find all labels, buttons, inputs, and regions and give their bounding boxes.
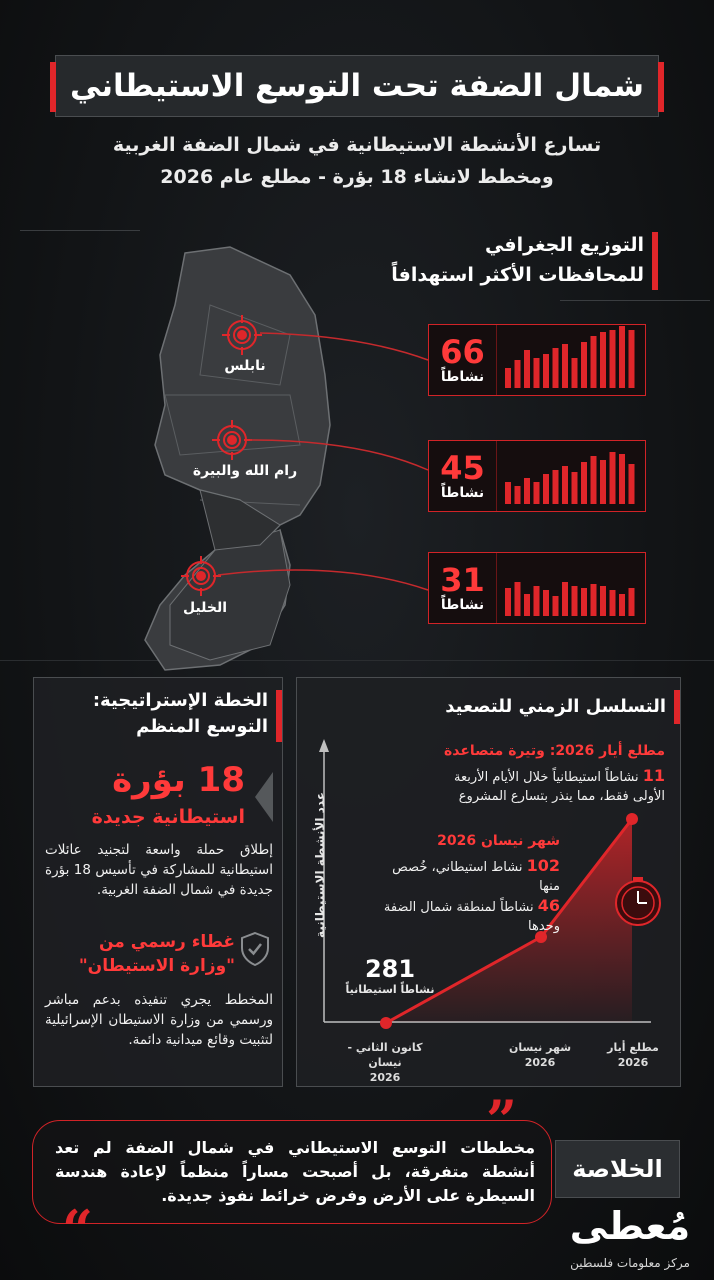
may-text-line2: الأولى فقط، مما ينذر بتسارع المشروع	[458, 789, 665, 804]
may-text	[340, 766, 665, 806]
mini-bar-chart	[497, 441, 645, 510]
quote-open-icon: “	[62, 1198, 94, 1262]
mini-bar-chart	[497, 553, 645, 622]
mini-bar	[553, 596, 559, 616]
may-number: 11	[642, 766, 665, 785]
mini-bar	[515, 486, 521, 504]
april-text-2: نشاطاً لمنطقة شمال الضفة	[383, 900, 534, 915]
point-may	[626, 813, 638, 825]
april-number-2: 46	[537, 896, 560, 915]
mini-bar	[591, 456, 597, 504]
april-number-1: 102	[526, 856, 560, 875]
logo: مُعطى	[569, 1204, 691, 1248]
y-axis-label-wrap	[305, 760, 335, 970]
quote-close-icon: ”	[486, 1088, 518, 1152]
jan-number: 281	[364, 955, 416, 983]
mini-bar	[581, 342, 587, 388]
mini-bar	[543, 590, 549, 616]
mini-bar	[572, 586, 578, 616]
cover-heading-line2: "وزارة الاستيطان"	[78, 956, 235, 976]
mini-bar	[543, 474, 549, 504]
x-label-april-line1: شهر نيسان	[508, 1041, 572, 1054]
x-label-jan-line2: 2026	[369, 1071, 401, 1084]
may-heading: مطلع أيار 2026: وتيرة متصاعدة	[443, 743, 665, 759]
april-text-3: وحدها	[528, 919, 560, 934]
mini-bar	[619, 594, 625, 616]
strategy-paragraph-1: إطلاق حملة واسعة لتجنيد عائلات استيطانية للمشاركة في تأسيس 18 بؤرة جديدة في شمال الضفة الغربية.	[45, 842, 273, 898]
stat-unit: نشاطاً	[440, 597, 485, 613]
y-axis-arrow	[319, 739, 329, 752]
mini-bar	[572, 358, 578, 388]
bar-chart	[496, 325, 645, 395]
mini-bar	[505, 368, 511, 388]
conclusion-text: مخططات التوسع الاستيطاني في شمال الضفة لم تعد أنشطة متفرقة، بل أصبحت مساراً منظماً لإعادة هندسة السيطرة على الأرض وفرض خرائط نفوذ جديدة.	[55, 1138, 535, 1205]
mini-bar	[553, 470, 559, 504]
strategy-heading	[40, 688, 268, 740]
mini-bar	[534, 586, 540, 616]
y-axis-label: عدد الأنشطة الاستيطانية	[313, 792, 327, 938]
mini-bar	[629, 330, 635, 388]
strategy-paragraph-2: المخطط يجري تنفيذه بدعم مباشر ورسمي من وزارة الاستيطان الإسرائيلية لتثبيت وقائع ميدانية دائمة.	[45, 992, 273, 1048]
stat-number: 45	[440, 449, 485, 487]
mini-bar	[600, 332, 606, 388]
mini-bar	[581, 588, 587, 616]
mini-bar	[562, 466, 568, 504]
mini-bar	[581, 462, 587, 504]
strategy-heading-line2: التوسع المنظم	[136, 716, 268, 737]
mini-bar	[591, 584, 597, 616]
conclusion-label: الخلاصة	[555, 1140, 680, 1198]
chevron-left-icon	[255, 772, 275, 822]
cover-heading-line1: غطاء رسمي من	[98, 932, 235, 952]
page-title: شمال الضفة تحت التوسع الاستيطاني	[69, 68, 645, 104]
shield-check-icon	[240, 932, 270, 966]
mini-bar	[572, 472, 578, 504]
timeline-heading: التسلسل الزمني للتصعيد	[445, 696, 666, 717]
x-label-may-line1: مطلع أيار	[607, 1041, 659, 1054]
region-label-nablus: نابلس	[224, 358, 266, 374]
april-text	[370, 856, 560, 936]
stat-number: 66	[440, 333, 485, 371]
x-label-may-line2: 2026	[617, 1056, 649, 1069]
mini-bar	[524, 478, 530, 504]
mini-bar	[524, 350, 530, 388]
x-label-jan-line1: كانون الثاني - نيسان	[347, 1041, 423, 1069]
subtitle-line1: تسارع الأنشطة الاستيطانية في شمال الضفة الغربية	[112, 134, 602, 156]
mini-bar	[600, 586, 606, 616]
logo-tagline: مركز معلومات فلسطين	[570, 1256, 690, 1270]
mini-bar	[610, 452, 616, 504]
big-number: 18 بؤرة	[112, 760, 245, 800]
mini-bar	[629, 588, 635, 616]
mini-bar	[543, 354, 549, 388]
mini-bar	[562, 582, 568, 616]
jan-text: نشاطاً استيطانياً	[345, 983, 435, 996]
bar-chart	[496, 553, 645, 623]
bar-chart	[496, 441, 645, 511]
big-number-sub: استيطانية جديدة	[91, 806, 245, 828]
x-label-jan	[330, 1040, 440, 1085]
strategy-heading-line1: الخطة الإستراتيجية:	[92, 690, 268, 711]
mini-bar	[524, 594, 530, 616]
stat-number: 31	[440, 561, 485, 599]
mini-bar	[610, 590, 616, 616]
april-text-1: نشاط استيطاني، خُصص منها	[392, 860, 560, 894]
mini-bar	[629, 464, 635, 504]
mini-bar	[505, 482, 511, 504]
cover-heading	[40, 930, 235, 978]
mini-bar	[562, 344, 568, 388]
mini-bar	[553, 348, 559, 388]
strategy-heading-bar	[276, 690, 282, 742]
mini-bar	[515, 360, 521, 388]
mini-bar	[534, 358, 540, 388]
geo-heading-line1: التوزيع الجغرافي	[484, 234, 644, 256]
x-label-april-line2: 2026	[524, 1056, 556, 1069]
april-heading: شهر نيسان 2026	[437, 833, 560, 849]
mini-bar	[600, 460, 606, 504]
geo-heading-line2: للمحافظات الأكثر استهدافاً	[391, 264, 644, 286]
stat-card-nablus	[428, 324, 646, 396]
mini-bar	[591, 336, 597, 388]
x-label-may	[598, 1040, 668, 1070]
stat-card-ramallah	[428, 440, 646, 512]
mini-bar-chart	[497, 325, 645, 394]
mini-bar	[505, 588, 511, 616]
mini-bar	[610, 330, 616, 388]
region-label-hebron: الخليل	[182, 600, 228, 616]
subtitle-line2: ومخطط لانشاء 18 بؤرة - مطلع عام 2026	[160, 166, 554, 188]
mini-bar	[619, 454, 625, 504]
stat-unit: نشاطاً	[440, 369, 485, 385]
stat-card-hebron	[428, 552, 646, 624]
mini-bar	[515, 582, 521, 616]
mini-bar	[534, 482, 540, 504]
x-label-april	[500, 1040, 580, 1070]
point-jan	[380, 1017, 392, 1029]
jan-callout	[340, 955, 440, 996]
mini-bar	[619, 326, 625, 388]
region-label-ramallah: رام الله والبيرة	[192, 463, 298, 479]
may-text-line1: نشاطاً استيطانياً خلال الأيام الأربعة	[454, 770, 639, 785]
stat-unit: نشاطاً	[440, 485, 485, 501]
